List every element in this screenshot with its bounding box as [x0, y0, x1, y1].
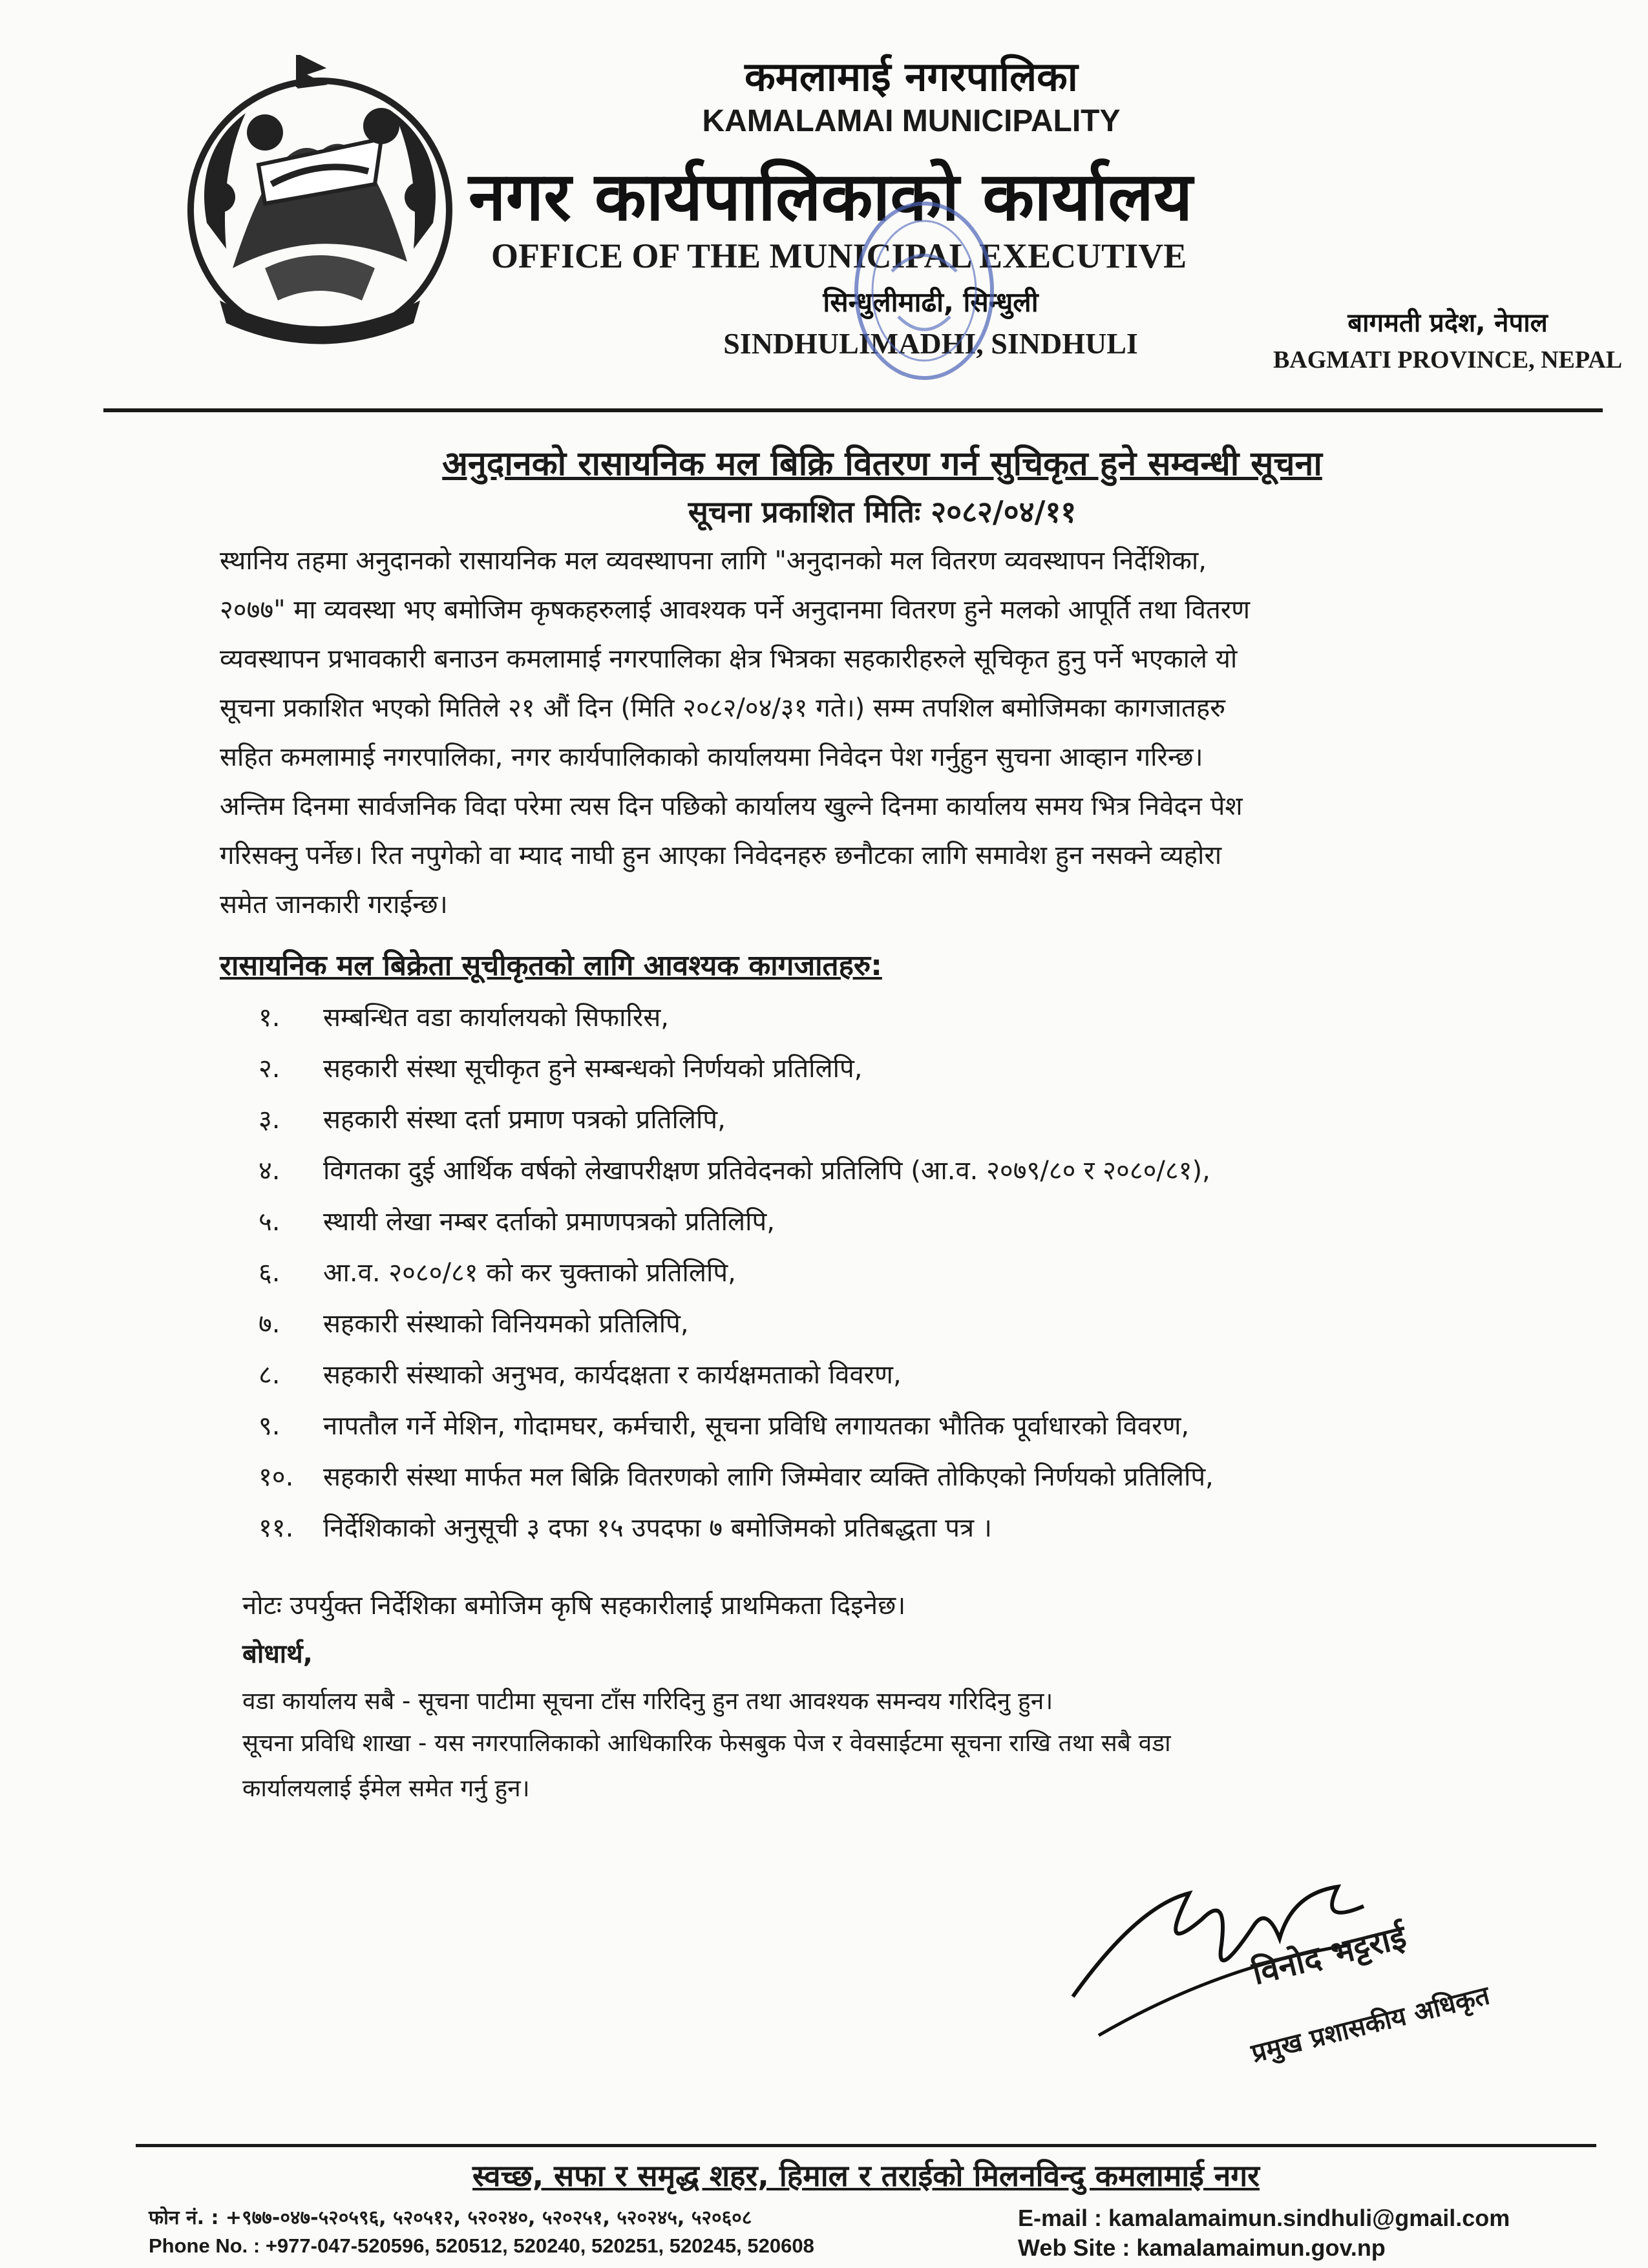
paragraph-line: सहित कमलामाई नगरपालिका, नगर कार्यपालिकाको कार्यालयमा निवेदन पेश गर्नुहुन सुचना आव्हान गरिन्छ।: [220, 742, 1203, 772]
list-item: [259, 1458, 1214, 1507]
list-item: [259, 1202, 775, 1252]
docs-heading: रासायनिक मल बिक्रेता सूचीकृतको लागि आवश्यक कागजातहरु:: [220, 949, 882, 982]
publish-date: सूचना प्रकाशित मितिः २०८२/०४/११: [688, 494, 1077, 529]
notice-paragraph: [220, 536, 1545, 929]
list-item: [259, 1100, 726, 1150]
cc-line: कार्यालयलाई ईमेल समेत गर्नु हुन।: [242, 1774, 530, 1802]
list-item: [259, 998, 669, 1047]
list-text: सहकारी संस्था मार्फत मल बिक्रि वितरणको लागि जिम्मेवार व्यक्ति तोकिएको निर्णयको प्रतिलिपि,: [323, 1462, 1214, 1492]
paragraph-line: २०७७" मा व्यवस्था भए बमोजिम कृषकहरुलाई आवश्यक पर्ने अनुदानमा वितरण हुने मलको आपूर्ति तथा वितरण: [220, 595, 1251, 625]
nepal-emblem-icon: [168, 55, 472, 359]
footer-phone-en: Phone No. : +977-047-520596, 520512, 520240, 520251, 520245, 520608: [149, 2234, 814, 2257]
list-item: [259, 1407, 1189, 1456]
list-number: ८.: [259, 1360, 280, 1390]
list-item: [259, 1049, 862, 1098]
cc-line: वडा कार्यालय सबै - सूचना पाटीमा सूचना टाँस गरिदिनु हुन तथा आवश्यक समन्वय गरिदिनु हुन।: [242, 1687, 1053, 1715]
municipality-name-en: KAMALAMAI MUNICIPALITY: [702, 104, 1121, 138]
signatory-designation: प्रमुख प्रशासकीय अधिकृत: [1248, 1980, 1493, 2069]
paragraph-line: व्यवस्थापन प्रभावकारी बनाउन कमलामाई नगरपालिका क्षेत्र भित्रका सहकारीहरुले सूचिकृत हुनु पर्ने भएकाले यो: [220, 644, 1238, 674]
place-en: SINDHULIMADHI, SINDHULI: [723, 327, 1138, 360]
footer-email[interactable]: E-mail : kamalamaimun.sindhuli@gmail.com: [1018, 2205, 1510, 2231]
footer-slogan: स्वच्छ, सफा र समृद्ध शहर, हिमाल र तराईको मिलनविन्दु कमलामाई नगर: [472, 2158, 1260, 2193]
list-item: [259, 1151, 1210, 1201]
list-text: सहकारी संस्थाको अनुभव, कार्यदक्षता र कार्यक्षमताको विवरण,: [323, 1360, 902, 1390]
list-item: [259, 1356, 902, 1405]
paragraph-line: अन्तिम दिनमा सार्वजनिक विदा परेमा त्यस दिन पछिको कार्यालय खुल्ने दिनमा कार्यालय समय भित्र निवेदन पेश: [220, 792, 1243, 821]
list-number: ३.: [259, 1105, 280, 1135]
province-en: BAGMATI PROVINCE, NEPAL: [1273, 346, 1623, 373]
signatory-name: विनोद भट्टराई: [1248, 1918, 1410, 1993]
list-number: ४.: [259, 1156, 280, 1186]
footer-divider: [136, 2144, 1596, 2147]
footer-phone-np: फोन नं. : +९७७-०४७-५२०५९६, ५२०५१२, ५२०२४०, ५२०२५१, ५२०२४५, ५२०६०८: [149, 2207, 752, 2229]
footer-website[interactable]: Web Site : kamalamaimun.gov.np: [1018, 2234, 1386, 2261]
list-number: ५.: [259, 1207, 280, 1237]
office-name-en: OFFICE OF THE MUNICIPAL EXECUTIVE: [491, 236, 1187, 275]
paragraph-line: समेत जानकारी गराईन्छ।: [220, 890, 448, 919]
list-text: नापतौल गर्ने मेशिन, गोदामघर, कर्मचारी, सूचना प्रविधि लगायतका भौतिक पूर्वाधारको विवरण,: [323, 1411, 1190, 1441]
list-text: सहकारी संस्थाको विनियमको प्रतिलिपि,: [323, 1309, 689, 1339]
province-np: बागमती प्रदेश, नेपाल: [1347, 308, 1548, 338]
municipal-seal-icon: [847, 194, 1002, 388]
list-number: १.: [259, 1003, 280, 1033]
paragraph-line: सूचना प्रकाशित भएको मितिले २१ औं दिन (मिति २०८२/०४/३१ गते।) सम्म तपशिल बमोजिमका कागजातहरु: [220, 693, 1226, 723]
list-number: ६.: [259, 1258, 280, 1288]
list-number: १०.: [259, 1462, 294, 1492]
bodhartha-label: बोधार्थ,: [242, 1639, 313, 1669]
list-number: २.: [259, 1054, 280, 1084]
list-item: [259, 1305, 689, 1354]
header-divider: [103, 408, 1603, 412]
list-number: ९.: [259, 1411, 280, 1441]
cc-line: सूचना प्रविधि शाखा - यस नगरपालिकाको आधिकारिक फेसबुक पेज र वेवसाईटमा सूचना राखि तथा सबै वडा: [242, 1729, 1171, 1757]
place-np: सिन्धुलीमाढी, सिन्धुली: [823, 286, 1039, 318]
list-text: स्थायी लेखा नम्बर दर्ताको प्रमाणपत्रको प्रतिलिपि,: [323, 1207, 775, 1237]
list-item: [259, 1254, 736, 1303]
list-text: निर्देशिकाको अनुसूची ३ दफा १५ उपदफा ७ बमोजिमको प्रतिबद्धता पत्र ।: [323, 1513, 992, 1543]
list-text: सम्बन्धित वडा कार्यालयको सिफारिस,: [323, 1003, 669, 1033]
office-name-np: नगर कार्यपालिकाको कार्यालय: [469, 157, 1193, 236]
list-number: ७.: [259, 1309, 280, 1339]
list-text: सहकारी संस्था सूचीकृत हुने सम्बन्धको निर्णयको प्रतिलिपि,: [323, 1054, 863, 1084]
list-text: विगतका दुई आर्थिक वर्षको लेखापरीक्षण प्रतिवेदनको प्रतिलिपि (आ.व. २०७९/८० र २०८०/८१),: [323, 1156, 1210, 1186]
list-text: सहकारी संस्था दर्ता प्रमाण पत्रको प्रतिलिपि,: [323, 1105, 726, 1135]
note-text: नोटः उपर्युक्त निर्देशिका बमोजिम कृषि सहकारीलाई प्राथमिकता दिइनेछ।: [242, 1591, 906, 1621]
list-text: आ.व. २०८०/८१ को कर चुक्ताको प्रतिलिपि,: [323, 1258, 736, 1288]
paragraph-line: स्थानिय तहमा अनुदानको रासायनिक मल व्यवस्थापना लागि "अनुदानको मल वितरण व्यवस्थापन निर्देशिका,: [220, 546, 1207, 576]
list-item: [259, 1509, 992, 1558]
municipality-name-np: कमलामाई नगरपालिका: [745, 53, 1078, 100]
list-number: ११.: [259, 1513, 294, 1543]
paragraph-line: गरिसक्नु पर्नेछ। रित नपुगेको वा म्याद नाघी हुन आएका निवेदनहरु छनौटका लागि समावेश हुन नसक्ने व्यहोरा: [220, 841, 1222, 870]
notice-title: अनुदानको रासायनिक मल बिक्रि वितरण गर्न सुचिकृत हुने सम्वन्धी सूचना: [442, 445, 1322, 483]
